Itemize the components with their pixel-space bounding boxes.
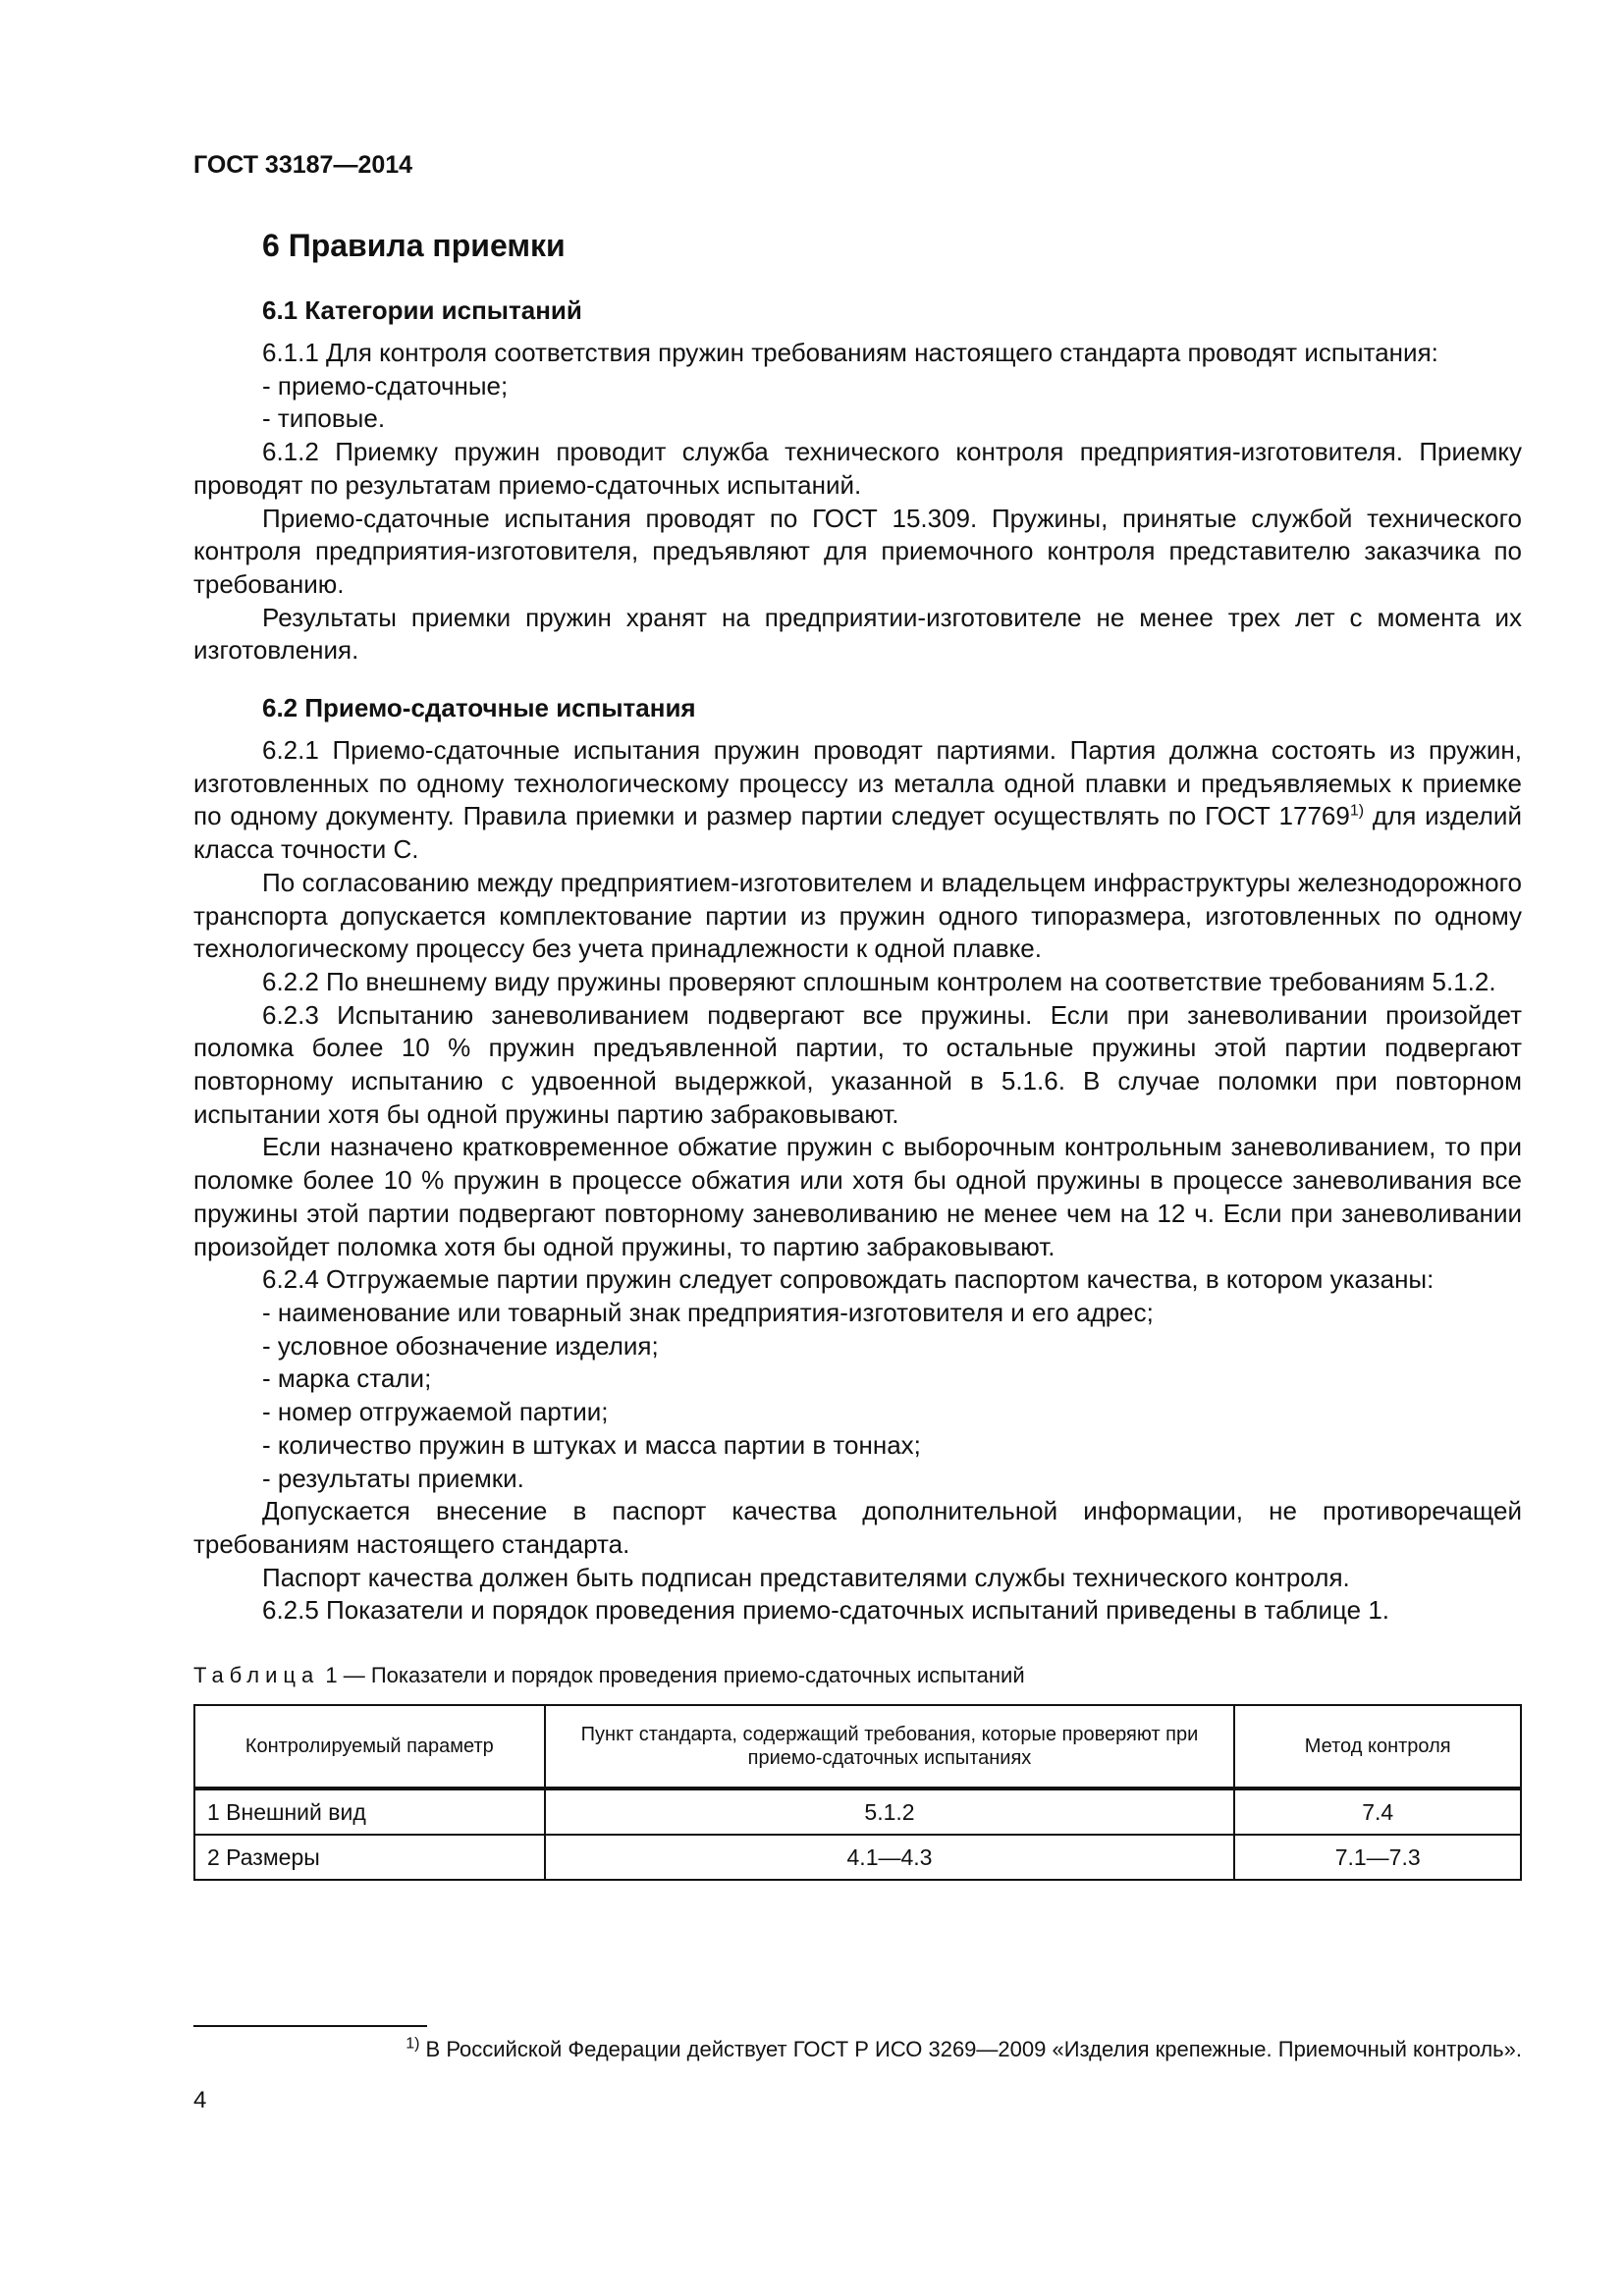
table-row [194, 1789, 1521, 1835]
table-cell: 1 Внешний вид [194, 1789, 545, 1835]
document-header: ГОСТ 33187—2014 [193, 151, 413, 179]
section-title: 6 Правила приемки [262, 228, 566, 263]
paragraph: Паспорт качества должен быть подписан представителями службы технического контроля. [262, 1562, 1350, 1592]
paragraph-6-2-4: 6.2.4 Отгружаемые партии пружин следует сопровождать паспортом качества, в котором указаны: [262, 1264, 1435, 1295]
page-number: 4 [193, 2087, 207, 2113]
list-item: - приемо-сдаточные; [262, 370, 509, 400]
list-item: - марка стали; [262, 1363, 432, 1394]
subsection-title-6-2: 6.2 Приемо-сдаточные испытания [262, 693, 696, 723]
main-content [193, 223, 1522, 1881]
list-item: - условное обозначение изделия; [262, 1330, 659, 1361]
paragraph: Если назначено кратковременное обжатие пружин с выборочным контрольным заневоливанием, то при поломке более 10 % пружин в процессе обжатия или хотя бы одной пружины в процессе заневоливания все пружины этой партии подвергают повторному заневоливанию не менее чем на 12 ч. Если при заневоливании произойдет поломка хотя бы одной пружины, то партию забраковывают. [193, 1132, 1522, 1261]
list-item: - типовые. [262, 403, 386, 434]
table-cell: 4.1—4.3 [545, 1835, 1235, 1880]
list-item: - номер отгружаемой партии; [262, 1397, 609, 1427]
paragraph-6-2-1 [193, 734, 1522, 867]
list-item: - количество пружин в штуках и масса партии в тоннах; [262, 1429, 921, 1460]
column-header: Метод контроля [1234, 1705, 1521, 1789]
paragraph-6-2-3: 6.2.3 Испытанию заневоливанием подвергают все пружины. Если при заневоливании произойдет поломка более 10 % пружин предъявленной партии, то остальные пружины этой партии подвергают повторному испытанию с удвоенной выдержкой, указанной в 5.1.6. В случае поломки при повторном испытании хотя бы одной пружины партию забраковывают. [193, 999, 1522, 1129]
list-item: - наименование или товарный знак предприятия-изготовителя и его адрес; [262, 1297, 1154, 1327]
table-cell: 7.1—7.3 [1234, 1835, 1521, 1880]
column-header: Пункт стандарта, содержащий требования, которые проверяют при приемо-сдаточных испытаниях [545, 1705, 1235, 1789]
table-caption-text: 1 — Показатели и порядок проведения приемо-сдаточных испытаний [319, 1663, 1025, 1688]
paragraph-text: 6.2.1 Приемо-сдаточные испытания пружин проводят партиями. Партия должна состоять из пружин, изготовленных по одному технологическому процессу из металла одной плавки и предъявляемых к приемке по одному документу. Правила приемки и размер партии следует осуществлять по ГОСТ 17769 [193, 735, 1522, 831]
footnote-marker: 1) [406, 2035, 420, 2053]
table-caption-label: Таблица [193, 1663, 320, 1688]
table-cell: 2 Размеры [194, 1835, 545, 1880]
list-item: - результаты приемки. [262, 1463, 524, 1493]
paragraph: По согласованию между предприятием-изготовителем и владельцем инфраструктуры железнодорожного транспорта допускается комплектование партии из пружин одного типоразмера, изготовленных по одному технологическому процессу без учета принадлежности к одной плавке. [193, 867, 1522, 964]
acceptance-tests-table [193, 1704, 1522, 1881]
table-caption [193, 1661, 1522, 1690]
paragraph: Допускается внесение в паспорт качества дополнительной информации, не противоречащей требованиям настоящего стандарта. [193, 1496, 1522, 1559]
paragraph: Результаты приемки пружин хранят на предприятии-изготовителе не менее трех лет с момента их изготовления. [193, 602, 1522, 666]
footnote [406, 2035, 1522, 2064]
paragraph-text: для изделий класса точности С. [193, 801, 1522, 865]
table-cell: 5.1.2 [545, 1789, 1235, 1835]
table-cell: 7.4 [1234, 1789, 1521, 1835]
table-header-row [194, 1705, 1521, 1789]
paragraph-6-1-2: 6.1.2 Приемку пружин проводит служба технического контроля предприятия-изготовителя. Приемку проводят по результатам приемо-сдаточных испытаний. [193, 437, 1522, 500]
paragraph: Приемо-сдаточные испытания проводят по ГОСТ 15.309. Пружины, принятые службой технического контроля предприятия-изготовителя, предъявляют для приемочного контроля представителю заказчика по требованию. [193, 503, 1522, 599]
subsection-title-6-1: 6.1 Категории испытаний [262, 295, 582, 325]
footnote-separator [193, 2025, 427, 2027]
paragraph-6-2-2: 6.2.2 По внешнему виду пружины проверяют сплошным контролем на соответствие требованиям 5.1.2. [262, 966, 1496, 996]
column-header: Контролируемый параметр [194, 1705, 545, 1789]
table-row [194, 1835, 1521, 1880]
paragraph-6-2-5: 6.2.5 Показатели и порядок проведения приемо-сдаточных испытаний приведены в таблице 1. [262, 1595, 1389, 1626]
footnote-text: В Российской Федерации действует ГОСТ Р ИСО 3269—2009 «Изделия крепежные. Приемочный контроль». [419, 2037, 1522, 2061]
footnote-reference: 1) [1349, 802, 1365, 820]
paragraph-6-1-1: 6.1.1 Для контроля соответствия пружин требованиям настоящего стандарта проводят испытания: [262, 338, 1438, 367]
